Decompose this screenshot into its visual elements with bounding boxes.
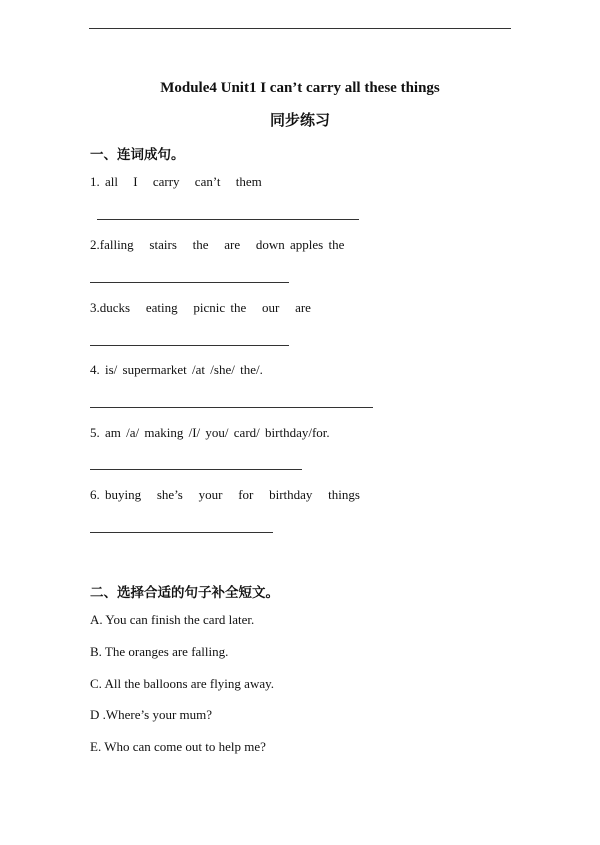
option-c: C. All the balloons are flying away. [90,676,275,691]
answer-line-4[interactable] [90,407,373,408]
option-a: A. You can finish the card later. [90,612,255,627]
question-4 [90,362,263,378]
answer-line-2[interactable] [90,282,289,283]
answer-line-6[interactable] [90,532,273,533]
word: all [105,174,118,189]
question-number: 5. [90,425,100,440]
word: I [133,174,138,189]
question-number: 2. [90,237,100,252]
page-subtitle: 同步练习 [269,111,330,129]
question-6 [90,487,360,503]
question-2 [90,237,344,253]
word: can’t [194,174,221,189]
answer-line-1[interactable] [97,219,359,220]
question-5 [90,425,330,441]
option-b: B. The oranges are falling. [90,644,229,659]
question-number: 6. [90,487,100,502]
question-number: 3. [90,300,100,315]
word: carry [152,174,180,189]
section-1-heading: 一、连词成句。 [90,147,185,163]
question-text: falling stairs the are down apples the [99,237,345,252]
question-text: buying she’s your for birthday things [105,487,360,502]
question-text: is/ supermarket /at /she/ the/. [105,362,263,377]
question-1 [90,174,272,190]
option-d: D .Where’s your mum? [90,707,213,722]
question-number: 1. [90,174,100,189]
question-number: 4. [90,362,100,377]
question-3 [90,300,311,316]
page-title: Module4 Unit1 I can’t carry all these things [160,80,440,96]
word: them [235,174,262,189]
header-rule [89,28,511,29]
answer-line-3[interactable] [90,345,289,346]
question-text: ducks eating picnic the our are [99,300,311,315]
option-e: E. Who can come out to help me? [90,739,266,754]
question-text: am /a/ making /I/ you/ card/ birthday/for. [105,425,330,440]
answer-line-5[interactable] [90,469,302,470]
section-2-heading: 二、选择合适的句子补全短文。 [90,585,279,601]
